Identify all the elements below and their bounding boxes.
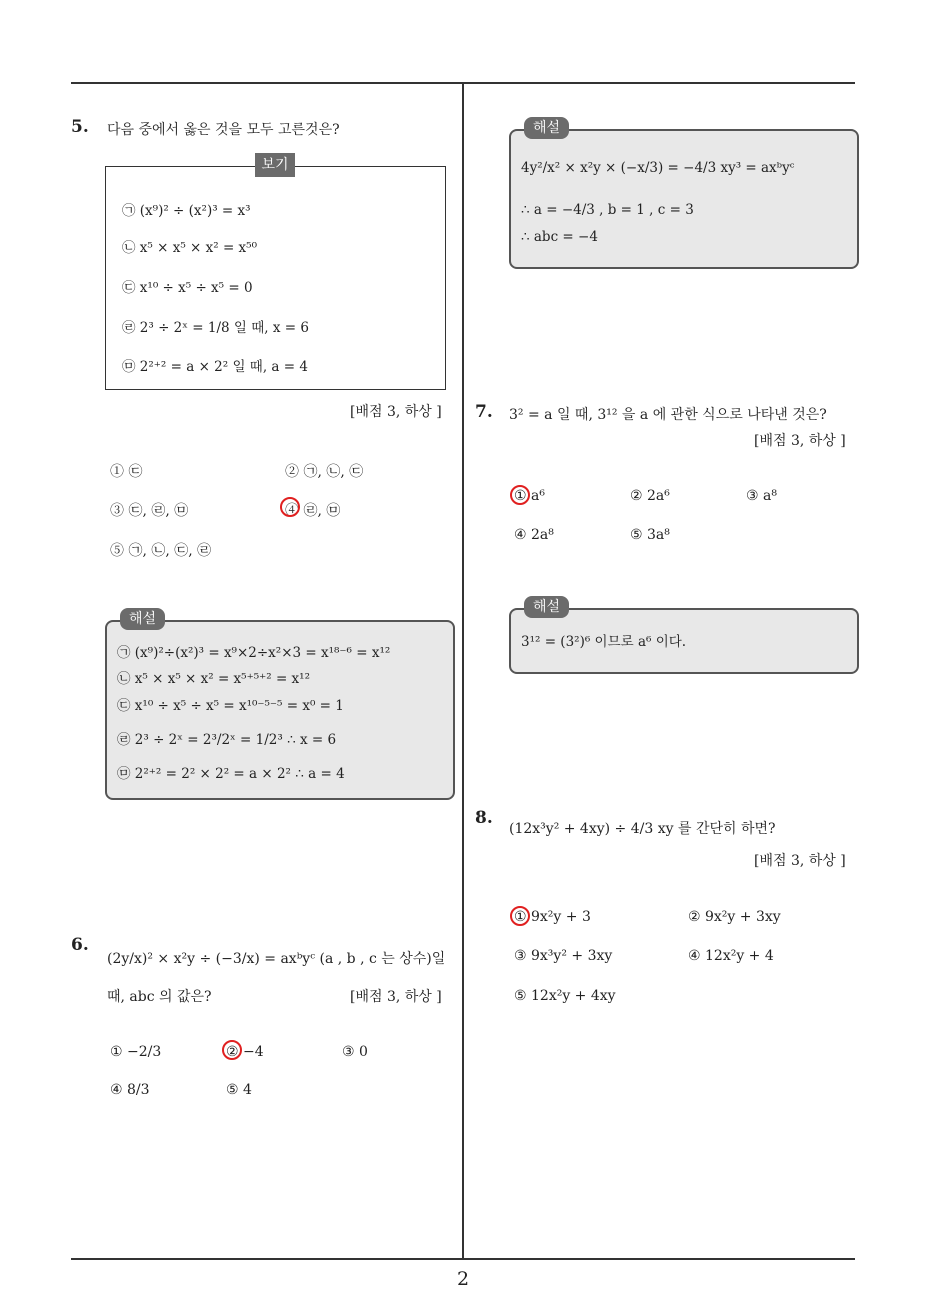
q7-option-3[interactable]: ③ a⁸: [746, 488, 777, 504]
q5-question-text: 다음 중에서 옳은 것을 모두 고른것은?: [107, 122, 340, 138]
q7-option-4[interactable]: ④ 2a⁸: [514, 527, 554, 543]
q7-question-text: 3² = a 일 때, 3¹² 을 a 에 관한 식으로 나타낸 것은?: [509, 407, 827, 423]
q6-solution-box: [509, 129, 859, 269]
q7-score-meta: [배점 3, 하상 ]: [754, 433, 846, 449]
q5-number: 5.: [71, 117, 89, 137]
q5-bogi-item-1: ㉠ (x⁹)² ÷ (x²)³ = x³: [122, 203, 251, 219]
q7-option-2[interactable]: ② 2a⁶: [630, 488, 670, 504]
q8-question-text: (12x³y² + 4xy) ÷ 4/3 xy 를 간단히 하면?: [509, 821, 776, 837]
q6-option-3[interactable]: ③ 0: [342, 1044, 368, 1060]
q6-option-1[interactable]: ① −2/3: [110, 1044, 162, 1060]
q5-solution-line-2: ㉡ x⁵ × x⁵ × x² = x⁵⁺⁵⁺² = x¹²: [117, 671, 310, 687]
q5-option-5[interactable]: ⑤ ㉠, ㉡, ㉢, ㉣: [110, 543, 212, 559]
q8-option-1[interactable]: ① 9x²y + 3: [514, 909, 591, 925]
q5-bogi-item-4: ㉣ 2³ ÷ 2ˣ = 1/8 일 때, x = 6: [122, 320, 309, 336]
q6-solution-line-1: 4y²/x² × x²y × (−x/3) = −4/3 xy³ = axᵇyᶜ: [521, 160, 795, 176]
q6-number: 6.: [71, 935, 89, 955]
q6-solution-line-3: ∴ abc = −4: [521, 229, 598, 245]
q6-solution-line-2: ∴ a = −4/3 , b = 1 , c = 3: [521, 202, 694, 218]
q5-answer-circle-mark: [280, 497, 300, 517]
q7-number: 7.: [475, 402, 493, 422]
q8-answer-circle-mark: [510, 906, 530, 926]
q8-option-4[interactable]: ④ 12x²y + 4: [688, 948, 774, 964]
q5-bogi-label: 보기: [255, 153, 295, 177]
q7-answer-circle-mark: [510, 485, 530, 505]
q5-bogi-item-3: ㉢ x¹⁰ ÷ x⁵ ÷ x⁵ = 0: [122, 280, 253, 296]
q5-option-1[interactable]: ① ㉢: [110, 464, 143, 480]
q5-solution-line-5: ㉤ 2²⁺² = 2² × 2² = a × 2² ∴ a = 4: [117, 766, 345, 782]
q7-solution-label: 해설: [524, 596, 569, 618]
page-number: 2: [456, 1268, 470, 1290]
q6-option-4[interactable]: ④ 8/3: [110, 1082, 150, 1098]
q5-solution-line-3: ㉢ x¹⁰ ÷ x⁵ ÷ x⁵ = x¹⁰⁻⁵⁻⁵ = x⁰ = 1: [117, 698, 344, 714]
bottom-rule: [71, 1258, 855, 1260]
q7-solution-line-1: 3¹² = (3²)⁶ 이므로 a⁶ 이다.: [521, 634, 687, 650]
q6-answer-circle-mark: [222, 1040, 242, 1060]
q5-score-meta: [배점 3, 하상 ]: [350, 404, 442, 420]
q5-bogi-item-5: ㉤ 2²⁺² = a × 2² 일 때, a = 4: [122, 359, 308, 375]
q5-option-2[interactable]: ② ㉠, ㉡, ㉢: [285, 464, 364, 480]
q7-option-1[interactable]: ① a⁶: [514, 488, 545, 504]
q5-solution-label: 해설: [120, 608, 165, 630]
q8-option-3[interactable]: ③ 9x³y² + 3xy: [514, 948, 613, 964]
q7-option-5[interactable]: ⑤ 3a⁸: [630, 527, 670, 543]
q5-solution-line-1: ㉠ (x⁹)²÷(x²)³ = x⁹×2÷x²×3 = x¹⁸⁻⁶ = x¹²: [117, 645, 391, 661]
q8-score-meta: [배점 3, 하상 ]: [754, 853, 846, 869]
q6-score-meta: [배점 3, 하상 ]: [350, 989, 442, 1005]
q6-question-line-1: (2y/x)² × x²y ÷ (−3/x) = axᵇyᶜ (a , b , c 는 상수)일: [107, 951, 446, 967]
q8-option-2[interactable]: ② 9x²y + 3xy: [688, 909, 781, 925]
q5-bogi-item-2: ㉡ x⁵ × x⁵ × x² = x⁵⁰: [122, 240, 257, 256]
q8-option-5[interactable]: ⑤ 12x²y + 4xy: [514, 988, 616, 1004]
q6-option-2[interactable]: ② −4: [226, 1044, 264, 1060]
q8-number: 8.: [475, 808, 493, 828]
column-divider: [462, 84, 464, 1258]
q6-solution-label: 해설: [524, 117, 569, 139]
q6-option-5[interactable]: ⑤ 4: [226, 1082, 252, 1098]
q5-option-4[interactable]: ④ ㉣, ㉤: [285, 503, 341, 519]
q5-solution-line-4: ㉣ 2³ ÷ 2ˣ = 2³/2ˣ = 1/2³ ∴ x = 6: [117, 732, 337, 748]
q5-option-3[interactable]: ③ ㉢, ㉣, ㉤: [110, 503, 189, 519]
q6-question-line-2: 때, abc 의 값은?: [107, 989, 212, 1005]
